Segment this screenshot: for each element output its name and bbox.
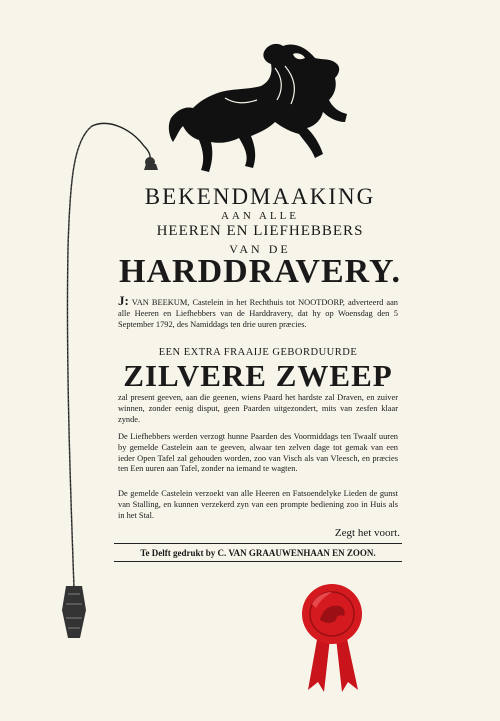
intro-paragraph bbox=[118, 293, 398, 330]
paragraph-registration: De Liefhebbers werden verzogt hunne Paarden des Voormiddags ten Twaalf uuren by gemelde Castelein aan te geeven, alwaar ten zelven dage tot gemak van een ieder Open Tafel zal gehouden worden, zoo van Visch als van Vleesch, en præcies ten Een uuren aan Tafel, zonder na iemand te wagten. bbox=[118, 432, 398, 474]
intro-lead: J: bbox=[118, 293, 129, 308]
intro-text: VAN BEEKUM, Castelein in het Rechthuis tot NOOTDORP, adverteerd aan alle Heeren en Liefhebbers van de Harddravery, dat hy op Woensdag den 5 September 1792, des Namiddags ten drie uuren præcies. bbox=[118, 298, 398, 329]
title-heeren-liefhebbers: HEEREN EN LIEFHEBBERS bbox=[156, 223, 364, 239]
prize-subtitle: EEN EXTRA FRAAIJE GEBORDUURDE bbox=[158, 347, 358, 358]
signature-line: Zegt het voort. bbox=[334, 527, 400, 539]
printer-imprint: Te Delft gedrukt by C. VAN GRAAUWENHAAN EN ZOON. bbox=[140, 548, 376, 558]
title-bekendmaaking: BEKENDMAAKING bbox=[144, 184, 376, 209]
wax-seal-icon bbox=[292, 582, 372, 697]
paragraph-prize-terms: zal present geeven, aan die geenen, wiens Paard het hardste zal Draven, en zuiver winnen, zonder eenig disput, geen Paarden uitgezondert, mits van zesfen klaar zynde. bbox=[118, 393, 398, 424]
title-aan-alle: AAN ALLE bbox=[220, 210, 300, 222]
title-van-de: VAN DE bbox=[229, 242, 291, 256]
divider-top bbox=[114, 543, 402, 544]
prize-title: ZILVERE ZWEEP bbox=[123, 358, 393, 393]
horse-illustration bbox=[165, 38, 365, 178]
paragraph-stalling: De gemelde Castelein verzoekt van alle Heeren en Fatsoendelyke Lieden de gunst van Stalling, en kunnen verzekerd zyn van een prompte bediening zoo in Huis als in het Stal. bbox=[118, 489, 398, 520]
divider-bottom bbox=[114, 561, 402, 562]
title-harddravery: HARDDRAVERY. bbox=[119, 253, 401, 290]
